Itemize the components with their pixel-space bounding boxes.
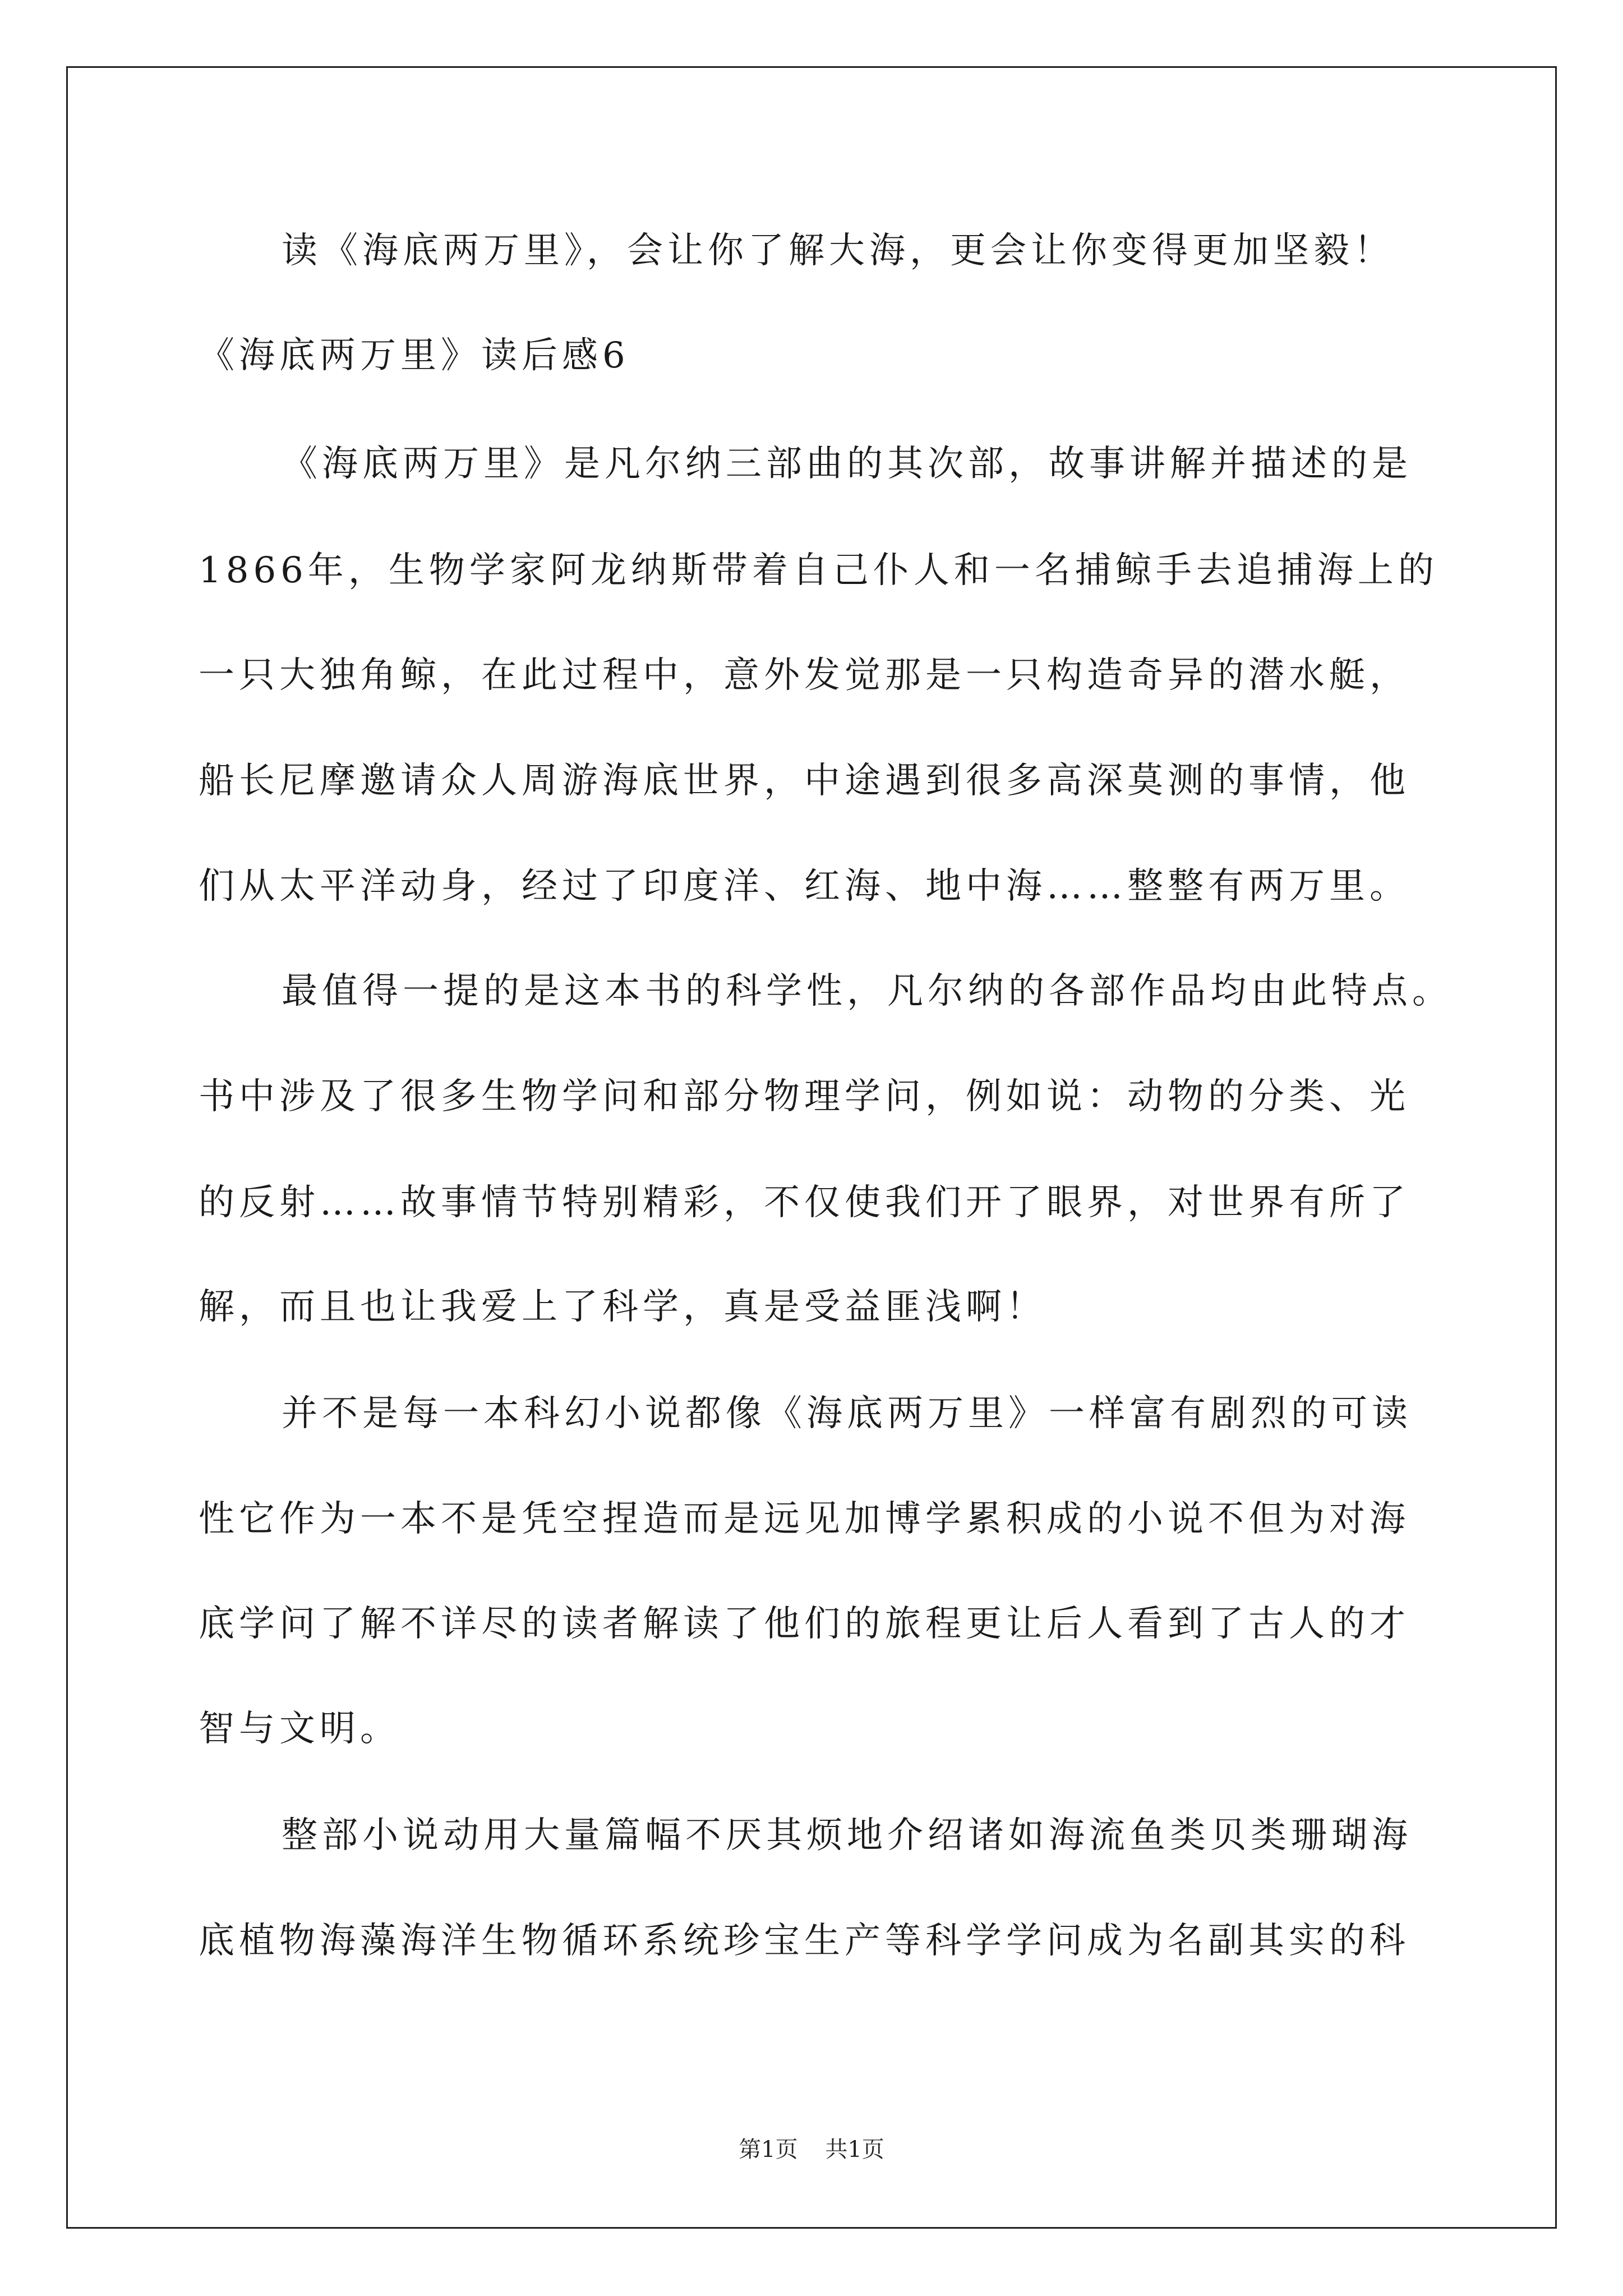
page-number-total: 共1页 [825, 2137, 884, 2162]
section-heading: 《海底两万里》读后感6 [199, 335, 630, 376]
page-footer [0, 2132, 1623, 2164]
paragraph-line: 性它作为一本不是凭空捏造而是远见加博学累积成的小说不但为对海 [199, 1498, 1410, 1540]
page-border [66, 66, 1557, 2229]
paragraph-line: 最值得一提的是这本书的科学性，凡尔纳的各部作品均由此特点。 [282, 970, 1453, 1012]
paragraph-line: 船长尼摩邀请众人周游海底世界，中途遇到很多高深莫测的事情，他 [199, 760, 1410, 802]
paragraph-line: 书中涉及了很多生物学问和部分物理学问，例如说：动物的分类、光 [199, 1076, 1410, 1117]
paragraph-line: 并不是每一本科幻小说都像《海底两万里》一样富有剧烈的可读 [282, 1393, 1412, 1434]
paragraph-line: 《海底两万里》是凡尔纳三部曲的其次部，故事讲解并描述的是 [282, 443, 1412, 485]
paragraph-line: 智与文明。 [199, 1708, 400, 1750]
paragraph-line: 的反射……故事情节特别精彩，不仅使我们开了眼界，对世界有所了 [199, 1182, 1410, 1223]
paragraph-line: 1866年，生物学家阿龙纳斯带着自己仆人和一名捕鲸手去追捕海上的 [199, 550, 1438, 591]
paragraph-line: 整部小说动用大量篇幅不厌其烦地介绍诸如海流鱼类贝类珊瑚海 [282, 1815, 1412, 1856]
paragraph-line: 底植物海藻海洋生物循环系统珍宝生产等科学学问成为名副其实的科 [199, 1920, 1410, 1962]
paragraph-line: 们从太平洋动身，经过了印度洋、红海、地中海……整整有两万里。 [199, 866, 1410, 907]
paragraph-line: 解，而且也让我爱上了科学，真是受益匪浅啊！ [199, 1286, 1046, 1328]
paragraph-line: 底学问了解不详尽的读者解读了他们的旅程更让后人看到了古人的才 [199, 1603, 1410, 1645]
paragraph-line: 读《海底两万里》，会让你了解大海，更会让你变得更加坚毅！ [282, 230, 1394, 272]
paragraph-line: 一只大独角鲸，在此过程中，意外发觉那是一只构造奇异的潜水艇， [199, 655, 1410, 696]
page-number-current: 第1页 [739, 2137, 798, 2162]
